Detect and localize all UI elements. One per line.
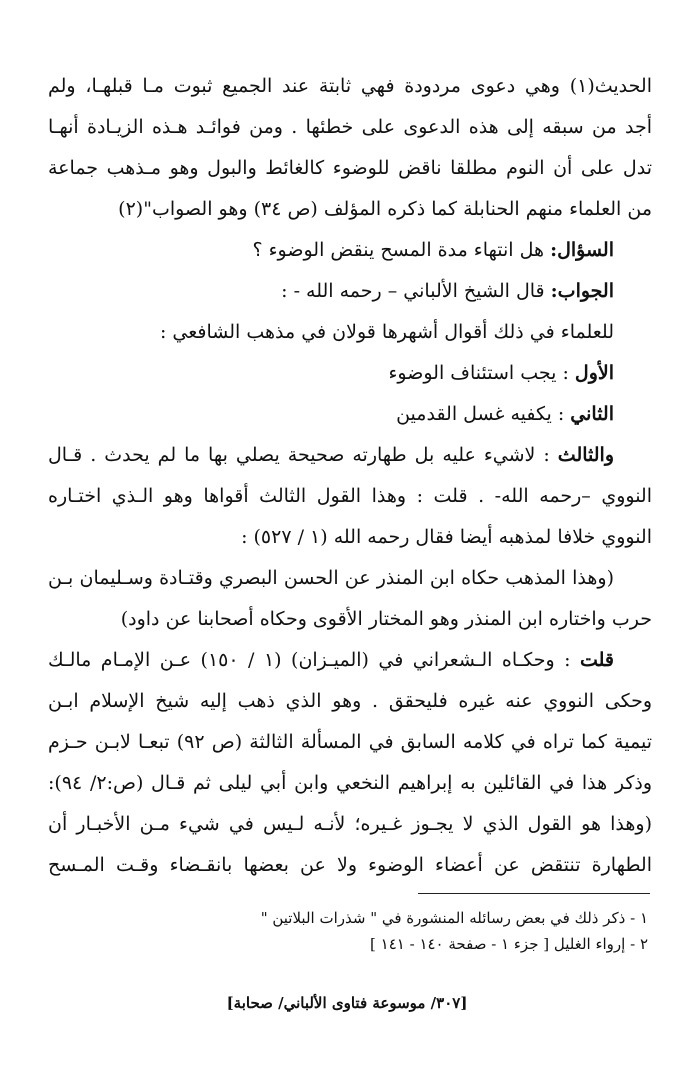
text-line [48,435,652,476]
footnote-2: ٢ - إرواء الغليل [ جزء ١ - صفحة ١٤٠ - ١٤١ ] [370,935,648,953]
line-text: حرب واختاره ابن المنذر وهو المختار الأقوى وحكاه أصحابنا عن داود) [120,608,652,630]
text-line [48,476,652,517]
text-line [48,230,652,271]
text-line [48,148,652,189]
line-text: (وهذا المذهب حكاه ابن المنذر عن الحسن البصري وقتـادة وسـليمان بـن [48,567,614,589]
line-text: : لاشيء عليه بل طهارته صحيحة يصلي بها ما لم يحدث . قـال [48,444,558,466]
bold-lead-word: الأول [574,362,614,384]
line-text: وحكى النووي عنه غيره فليحقق . وهو الذي ذهب إليه شيخ الإسلام ابـن [48,690,652,712]
bold-lead-word: والثالث [557,444,614,466]
text-line [48,394,652,435]
text-line [48,640,652,681]
line-text: من العلماء منهم الحنابلة كما ذكره المؤلف (ص ٣٤) وهو الصواب"(٢) [118,198,652,220]
main-text [48,66,652,886]
text-line [48,517,652,558]
line-text: : يكفيه غسل القدمين [396,403,571,425]
bold-lead-word: قلت [579,649,615,671]
line-text: النووي –رحمه الله- . قلت : وهذا القول الثالث أقواها وهو الـذي اختـاره [48,485,652,507]
text-line [48,722,652,763]
text-line [48,845,652,886]
text-line [48,804,652,845]
line-text: الطهارة تنتقض عن أعضاء الوضوء ولا عن بعضها بانقـضاء وقـت المـسح [48,854,652,876]
line-text: أجد من سبقه إلى هذه الدعوى على خطئها . ومن فوائـد هـذه الزيـادة أنهـا [48,116,652,138]
text-line [48,312,652,353]
text-line [48,189,652,230]
line-text: تدل على أن النوم مطلقا ناقض للوضوء كالغائط والبول وهو مـذهب جماعة [48,157,652,179]
bold-lead-word: الجواب: [550,280,614,302]
line-text: : يجب استئناف الوضوء [388,362,575,384]
text-line [48,681,652,722]
line-text: النووي خلافا لمذهبه أيضا فقال رحمه الله (١ / ٥٢٧) : [241,526,652,548]
text-line [48,271,652,312]
footnote-divider [418,893,650,894]
line-text: الحديث(١) وهي دعوى مردودة فهي ثابتة عند الجميع ثبوت مـا قبلهـا، ولم [48,75,652,97]
bold-lead-word: السؤال: [550,239,614,261]
line-text: هل انتهاء مدة المسح ينقض الوضوء ؟ [252,239,551,261]
footnote-1: ١ - ذكر ذلك في بعض رسائله المنشورة في " شذرات البلاتين " [260,909,648,927]
footnotes [48,905,648,957]
text-line [48,107,652,148]
bold-lead-word: الثاني [570,403,614,425]
text-line [48,353,652,394]
text-line [48,558,652,599]
line-text: : وحكـاه الـشعراني في (الميـزان) (١ / ١٥٠) عـن الإمـام مالـك [48,649,580,671]
page-footer: [٣٠٧/ موسوعة فتاوى الألباني/ صحابة] [226,994,468,1012]
line-text: للعلماء في ذلك أقوال أشهرها قولان في مذهب الشافعي : [159,321,614,343]
line-text: (وهذا هو القول الذي لا يجـوز غـيره؛ لأنـه لـيس في شيء مـن الأخبـار أن [48,813,652,835]
line-text: قال الشيخ الألباني – رحمه الله - : [281,280,551,302]
line-text: تيمية كما تراه في كلامه السابق في المسألة الثالثة (ص ٩٢) تبعـا لابـن حـزم [48,731,652,753]
text-line [48,763,652,804]
line-text: وذكر هذا في القائلين به إبراهيم النخعي وابن أبي ليلى ثم قـال (ص:٢/ ٩٤): [48,772,652,794]
text-line [48,599,652,640]
text-line [48,66,652,107]
